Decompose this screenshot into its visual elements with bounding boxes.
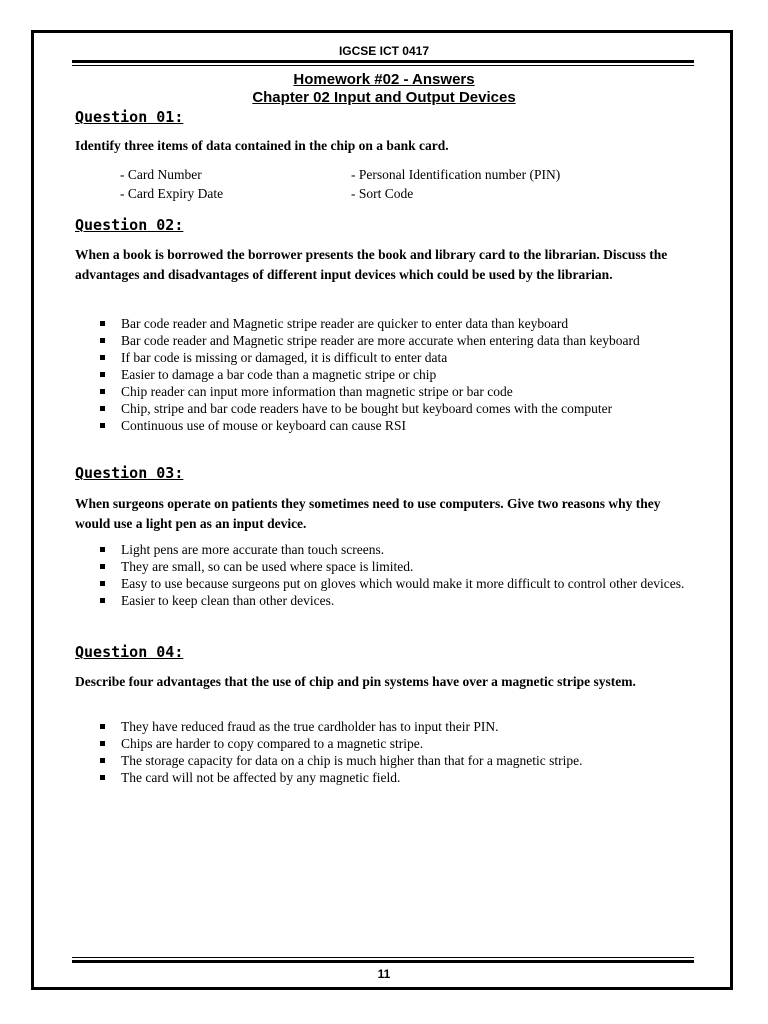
question-02-heading: Question 02: xyxy=(75,216,184,234)
list-item: Light pens are more accurate than touch screens. xyxy=(98,541,698,558)
list-item: Chips are harder to copy compared to a magnetic stripe. xyxy=(98,735,698,752)
question-01-text: Identify three items of data contained in the chip on a bank card. xyxy=(75,138,449,153)
list-item: Easier to keep clean than other devices. xyxy=(98,592,698,609)
list-item: The storage capacity for data on a chip is much higher than that for a magnetic stripe. xyxy=(98,752,698,769)
list-item: If bar code is missing or damaged, it is difficult to enter data xyxy=(98,349,698,366)
list-item: Bar code reader and Magnetic stripe reader are more accurate when entering data than keyboard xyxy=(98,332,698,349)
answer-sort-code: - Sort Code xyxy=(351,186,414,201)
list-item: Bar code reader and Magnetic stripe reader are quicker to enter data than keyboard xyxy=(98,315,698,332)
question-01-heading: Question 01: xyxy=(75,108,184,126)
header-rule xyxy=(72,60,694,63)
list-item: Easy to use because surgeons put on gloves which would make it more difficult to control other devices. xyxy=(98,575,698,592)
question-04-answers xyxy=(98,718,698,786)
answer-expiry-date: - Card Expiry Date xyxy=(120,186,224,201)
question-02-text: When a book is borrowed the borrower presents the book and library card to the librarian. Discuss the advantages and disadvantages of different input devices which could be used by the librarian. xyxy=(75,247,668,282)
question-03-text: When surgeons operate on patients they sometimes need to use computers. Give two reasons why they would use a light pen as an input device. xyxy=(75,496,661,531)
document-title: Homework #02 - Answers xyxy=(293,71,475,88)
answer-card-number: - Card Number xyxy=(120,167,202,182)
footer-rule-thin xyxy=(72,957,694,958)
page-number: 11 xyxy=(377,967,391,981)
answer-pin: - Personal Identification number (PIN) xyxy=(351,167,561,182)
footer-rule xyxy=(72,960,694,963)
header-course-title: IGCSE ICT 0417 xyxy=(338,44,430,58)
question-04-heading: Question 04: xyxy=(75,643,184,661)
list-item: Chip reader can input more information than magnetic stripe or bar code xyxy=(98,383,698,400)
question-03-heading: Question 03: xyxy=(75,464,184,482)
question-03-answers xyxy=(98,541,698,609)
list-item: They are small, so can be used where space is limited. xyxy=(98,558,698,575)
list-item: Easier to damage a bar code than a magnetic stripe or chip xyxy=(98,366,698,383)
question-04-text: Describe four advantages that the use of chip and pin systems have over a magnetic stripe system. xyxy=(75,674,636,689)
list-item: The card will not be affected by any magnetic field. xyxy=(98,769,698,786)
list-item: Chip, stripe and bar code readers have to be bought but keyboard comes with the computer xyxy=(98,400,698,417)
list-item: They have reduced fraud as the true cardholder has to input their PIN. xyxy=(98,718,698,735)
chapter-title: Chapter 02 Input and Output Devices xyxy=(252,89,516,106)
header-rule-thin xyxy=(72,65,694,66)
question-02-answers xyxy=(98,315,698,434)
list-item: Continuous use of mouse or keyboard can cause RSI xyxy=(98,417,698,434)
